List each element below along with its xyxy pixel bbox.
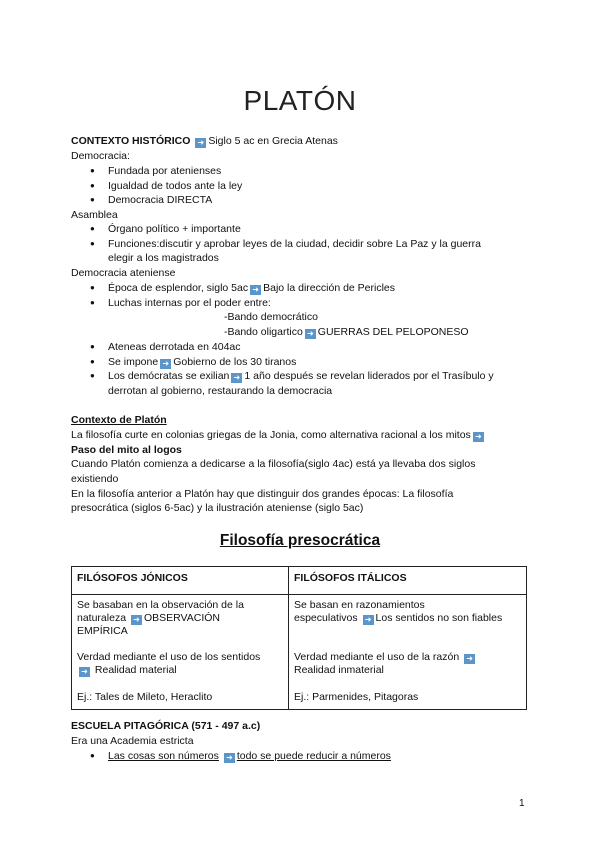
arrow-icon: ➜ [160, 359, 171, 369]
asamblea-label: Asamblea [71, 209, 118, 221]
cell-jonicos [72, 595, 289, 710]
pitagorica-list [90, 749, 391, 764]
arrow-icon: ➜ [79, 667, 90, 677]
cell-text: Ej.: Tales de Mileto, Heraclito [77, 690, 213, 703]
bullet-icon: ● [90, 166, 95, 175]
context-heading-rest: Siglo 5 ac en Grecia Atenas [208, 135, 338, 147]
platon-line-5: presocrática (siglos 6-5ac) y la ilustración ateniense (siglo 5ac) [71, 502, 364, 514]
bullet-icon: ● [90, 180, 95, 190]
platon-line-1: La filosofía curte en colonias griegas de la Jonia, como alternativa racional a los mitos ➜ [71, 428, 486, 443]
pitagorica-line-1: Era una Academia estricta [71, 735, 194, 747]
arrow-icon: ➜ [305, 329, 316, 339]
bullet-icon: ● [90, 283, 95, 292]
context-heading: CONTEXTO HISTÓRICO [71, 135, 191, 147]
table-header-row [72, 567, 527, 595]
bullet-icon: ● [90, 371, 95, 381]
context-heading-line [71, 134, 338, 149]
ateniense-list-2 [90, 340, 494, 398]
bando-oligartico-line [224, 325, 469, 340]
list-item: ● Los demócratas se exilian ➜ 1 año después se revelan liderados por el Trasíbulo y [90, 370, 494, 383]
arrow-icon: ➜ [224, 753, 235, 763]
bando-oligartico: -Bando oligartico [224, 326, 303, 338]
table-row [72, 595, 527, 710]
platon-line-3: existiendo [71, 473, 119, 485]
democracia-list [90, 164, 242, 208]
list-item-continuation: derrotan al gobierno, restaurando la democracia [108, 384, 333, 397]
ateniense-label: Democracia ateniense [71, 267, 176, 279]
cell-text: Verdad mediante el uso de los sentidos ➜ Realidad material [77, 651, 261, 676]
democracia-label: Democracia: [71, 150, 130, 162]
platon-line-4: En la filosofía anterior a Platón hay que distinguir dos grandes épocas: La filosofía [71, 488, 454, 500]
list-item: ● Igualdad de todos ante la ley [90, 179, 243, 192]
list-item: ● Ateneas derrotada en 404ac [90, 341, 241, 353]
list-item: ● Se impone ➜ Gobierno de los 30 tiranos [90, 355, 297, 368]
arrow-icon: ➜ [363, 615, 374, 625]
asamblea-list [90, 222, 481, 266]
cell-text: Se basaban en la observación de la naturaleza ➜ OBSERVACIÓN EMPÍRICA [77, 599, 244, 637]
cell-text: Se basan en razonamientos especulativos ➜ Los sentidos no son fiables [294, 599, 503, 624]
arrow-icon: ➜ [473, 432, 484, 442]
page-number: 1 [519, 798, 525, 809]
arrow-icon: ➜ [195, 138, 206, 148]
bullet-icon: ● [90, 224, 95, 233]
arrow-icon: ➜ [464, 654, 475, 664]
list-item-continuation: elegir a los magistrados [108, 252, 219, 265]
arrow-icon: ➜ [250, 285, 261, 295]
list-item: ● Fundada por atenienses [90, 165, 222, 177]
bullet-icon: ● [90, 195, 95, 205]
bando-democratico: -Bando democrático [224, 311, 318, 323]
bullet-icon: ● [90, 342, 95, 351]
col-header-italicos: FILÓSOFOS ITÁLICOS [289, 567, 527, 595]
bullet-icon: ● [90, 238, 95, 248]
presocratica-heading: Filosofía presocrática [219, 532, 381, 549]
list-item: ● Luchas internas por el poder entre: [90, 296, 271, 309]
cell-text: Ej.: Parmenides, Pitagoras [294, 690, 419, 703]
bullet-icon: ● [90, 356, 95, 366]
bullet-icon: ● [90, 297, 95, 307]
list-item: ● Las cosas son números ➜ todo se puede reducir a números [90, 750, 391, 762]
list-item: ● Época de esplendor, siglo 5ac ➜ Bajo la dirección de Pericles [90, 282, 396, 294]
list-item: ● Democracia DIRECTA [90, 194, 213, 207]
pitagorica-heading: ESCUELA PITAGÓRICA (571 - 497 a.c) [71, 720, 261, 732]
bullet-icon: ● [90, 751, 95, 760]
cell-italicos [289, 595, 527, 710]
guerras-peloponeso: GUERRAS DEL PELOPONESO [317, 326, 469, 338]
cell-text: Verdad mediante el uso de la razón ➜ Realidad inmaterial [294, 651, 521, 677]
arrow-icon: ➜ [131, 615, 142, 625]
platon-line-2: Cuando Platón comienza a dedicarse a la filosofía(siglo 4ac) está ya llevaba dos siglos [71, 458, 476, 470]
platon-heading: Contexto de Platón [71, 414, 167, 426]
mito-logos-heading: Paso del mito al logos [71, 444, 182, 456]
list-item: ● Funciones:discutir y aprobar leyes de la ciudad, decidir sobre La Paz y la guerra [90, 237, 481, 250]
list-item: ● Órgano político + importante [90, 223, 241, 235]
arrow-icon: ➜ [231, 373, 242, 383]
ateniense-list [90, 281, 395, 310]
page-title: PLATÓN [243, 85, 357, 116]
philosophers-table [71, 566, 527, 710]
col-header-jonicos: FILÓSOFOS JÓNICOS [72, 567, 289, 595]
